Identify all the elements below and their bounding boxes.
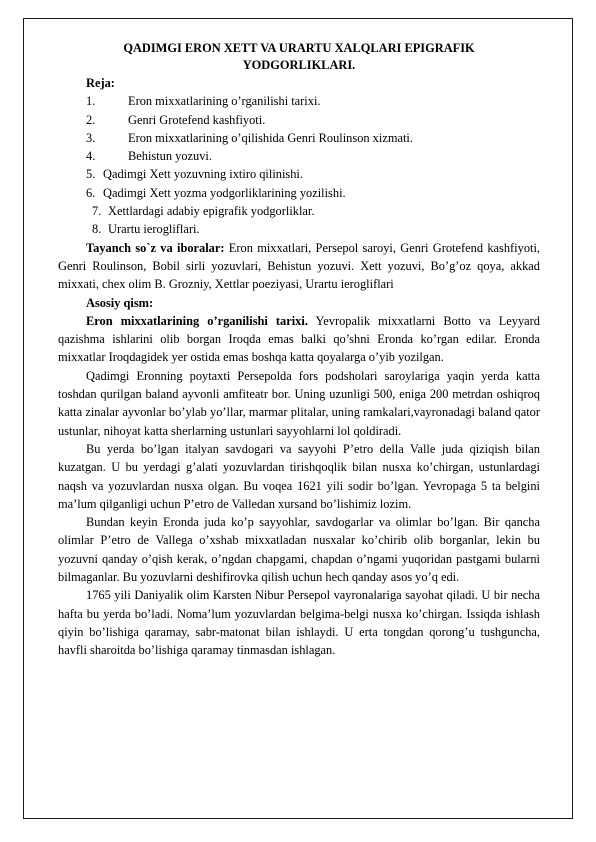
- plan-item-number: 6.: [86, 185, 96, 200]
- plan-item-text: Eron mixxatlarining o’rganilishi tarixi.: [128, 94, 321, 109]
- main-section-heading: Asosiy qism:: [86, 295, 154, 310]
- plan-item: [58, 202, 540, 220]
- plan-list: [58, 92, 540, 238]
- keywords-paragraph: [58, 239, 540, 294]
- plan-item-text: Qadimgi Xett yozuvning ixtiro qilinishi.: [103, 167, 303, 182]
- body-paragraph: Qadimgi Eronning poytaxti Persepolda fors podsholari saroylariga yaqin yerda katta toshdan qurilgan baland ayvonli amfiteatr bor. Uning uzunligi 500, eniga 200 metrdan oshiqroq katta zinalar ayvonlar bo’ylab yo’llar, marmar plitalar, uning ramkalari,vayronadagi baland qator ustunlar, nihoyat katta sherlarning ustunlari sayyohlarni lol qoldiradi.: [58, 368, 540, 438]
- plan-heading: Reja:: [86, 76, 115, 90]
- plan-item: [58, 184, 540, 202]
- plan-item: [58, 220, 540, 238]
- plan-item-number: 5.: [86, 167, 96, 182]
- plan-item-number: 7.: [92, 204, 102, 219]
- paragraph-text: Yevropalik mixxatlarni Botto va Leyyard qazishma ishlarini olib borgan Iroqda emas balki qo’shni Eronda ko’rgan edilar. Eronda mixxatlar Iroqdagidek yer ostida emas boshqa katta qoyalarga o’yib yozilgan.: [58, 313, 540, 365]
- plan-item-text: Genri Grotefend kashfiyoti.: [128, 112, 266, 127]
- plan-item: [58, 147, 540, 165]
- plan-item-number: 8.: [92, 222, 102, 237]
- body-paragraph: [58, 312, 540, 367]
- plan-item: [58, 129, 540, 147]
- keywords-text: Eron mixxatlari, Persepol saroyi, Genri Grotefend kashfiyoti, Genri Roulinson, Bobil sirli yozuvlari, Behistun yozuvi. Xett yozuvi, Bo’g’oz qoya, akkad mixxati, chex olim B. Grozniy, Xettlar poeziyasi, Urartu ierogliflari: [58, 240, 540, 292]
- plan-item: [58, 111, 540, 129]
- keywords-label: Tayanch so`z va iboralar:: [86, 240, 225, 255]
- plan-item-text: Urartu ierogliflari.: [108, 222, 200, 237]
- plan-item: [58, 92, 540, 110]
- plan-item-number: 1.: [86, 94, 96, 109]
- plan-item-text: Behistun yozuvi.: [128, 149, 212, 164]
- plan-item-number: 3.: [86, 130, 96, 145]
- body-paragraph: 1765 yili Daniyalik olim Karsten Nibur Persepol vayronalariga sayohat qiladi. U bir necha hafta bu yerda bo’ladi. Noma’lum yozuvlardan belgima-belgi nusxa ko’chirgan. Issiqda ishlash qiyin bo’lishiga qaramay, sabr-matonat bilan ishlaydi. U erta tongdan qorong’u tushguncha, havfli sharoitda bo’lishiga qaramay tinmasdan ishlagan.: [58, 588, 540, 658]
- body-paragraph: Bundan keyin Eronda juda ko’p sayyohlar, savdogarlar va olimlar bo’lgan. Bir qancha olimlar P’etro de Vallega o’xshab mixxatladan nusxalar ko’chirib olib borganlar, lekin bu yozuvni qanday o’qish kerak, o’ngdan chapgami, chapdan o’ngami yuqoridan pastgami bularni bilmaganlar. Bu yozuvlarni deshifirovka qilish uchun hech qanday asos yo’q edi.: [58, 515, 540, 585]
- plan-item-text: Eron mixxatlarining o’qilishida Genri Roulinson xizmati.: [128, 130, 413, 145]
- plan-item: [58, 165, 540, 183]
- document-title: QADIMGI ERON XETT VA URARTU XALQLARI EPIGRAFIK YODGORLIKLARI.: [123, 41, 475, 72]
- plan-item-text: Xettlardagi adabiy epigrafik yodgorliklar.: [108, 204, 315, 219]
- plan-item-number: 4.: [86, 149, 96, 164]
- plan-item-text: Qadimgi Xett yozma yodgorliklarining yozilishi.: [103, 185, 346, 200]
- plan-item-number: 2.: [86, 112, 96, 127]
- document-body: [58, 40, 540, 660]
- section-heading: Eron mixxatlarining o’rganilishi tarixi.: [86, 313, 308, 328]
- body-paragraph: Bu yerda bo’lgan italyan savdogari va sayyohi P’etro della Valle juda qiziqish bilan kuzatgan. U bu yerdagi g’alati yozuvlardan tirishqoqlik bilan nusxa ko’chirgan, ustunlardagi naqsh va yozuvlardan nusxa olgan. Bu voqea 1621 yili sodir bo’lgan. Yevropaga 5 ta belgini ma’lum qilganligi uchun P’etro de Valledan xursand bo’lishimiz lozim.: [58, 441, 540, 511]
